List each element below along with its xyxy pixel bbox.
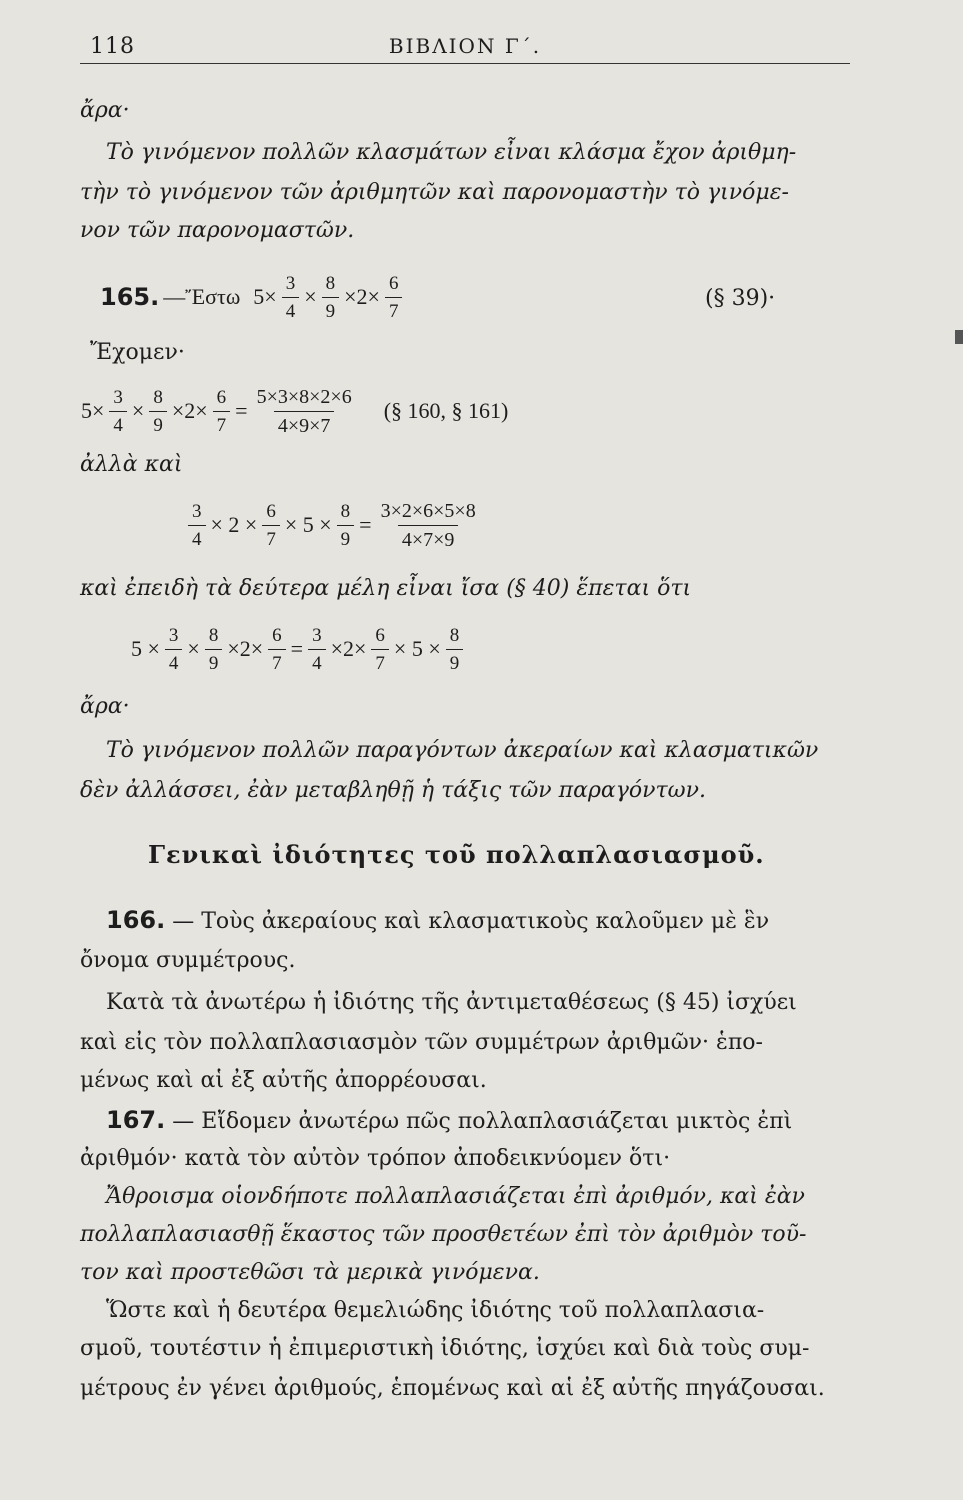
paragraph-number-165: 165. [100, 283, 160, 311]
final-line1: Ὥστε καὶ ἡ δευτέρα θεμελιώδης ἰδιότης τοῦ πολλαπλασια- [106, 1298, 765, 1323]
paragraph-number-166: 166. [106, 906, 166, 934]
rule1-line3: νον τῶν παρονομαστῶν. [80, 218, 355, 243]
paragraph-166-line1 [106, 906, 769, 934]
paragraph-166b-line1: Κατὰ τὰ ἀνωτέρω ἡ ἰδιότης τῆς ἀντιμεταθέσεως (§ 45) ἰσχύει [106, 990, 797, 1015]
eq0-fraction-3: $\frac{6}{7}$ [385, 274, 403, 321]
eq1-times: × [131, 398, 145, 423]
paragraph-165-intro: —Ἔστω [163, 284, 241, 309]
rule3-line1: Ἄθροισμα οἱονδήποτε πολλαπλασιάζεται ἐπὶ ἀριθμόν, καὶ ἐὰν [106, 1184, 805, 1209]
equation-2 [186, 490, 482, 560]
eq0-fraction-1: $\frac{3}{4}$ [282, 274, 300, 321]
eq1-result-fraction: $\frac{5\times 3\times 8\times 2\times 6}{4\times 9\times 7}$ [256, 385, 352, 437]
paragraph-165 [100, 262, 404, 332]
section-heading: Γενικαὶ ἰδιότητες τοῦ πολλαπλασιασμοῦ. [148, 840, 765, 869]
eq3-lead: 5 × [131, 636, 160, 661]
eq0-fraction-2: $\frac{8}{9}$ [322, 274, 340, 321]
equation-3 [128, 614, 465, 684]
rule2-line2: δὲν ἀλλάσσει, ἐὰν μεταβληθῇ ἡ τάξις τῶν παραγόντων. [80, 778, 706, 803]
eq3-fraction-3: $\frac{6}{7}$ [268, 626, 286, 673]
eq1-fraction-1: $\frac{3}{4}$ [109, 388, 127, 435]
eq2-equals: = [359, 512, 372, 537]
eq1-lead: 5× [81, 398, 105, 423]
rule2-line1: Τὸ γινόμενον πολλῶν παραγόντων ἀκεραίων καὶ κλασματικῶν [106, 738, 819, 763]
eq3-equals: = [290, 636, 304, 661]
eq0-lead: 5× [253, 284, 277, 309]
paragraph-166-line2: ὄνομα συμμέτρους. [80, 948, 296, 973]
final-line2: σμοῦ, τουτέστιν ἡ ἐπιμεριστικὴ ἰδιότης, ἰσχύει καὶ διὰ τοὺς συμ- [80, 1336, 810, 1361]
eq1-fraction-2: $\frac{8}{9}$ [149, 388, 167, 435]
eq3-fraction-1: $\frac{3}{4}$ [165, 626, 183, 673]
paragraph-166b-line3: μένως καὶ αἱ ἐξ αὐτῆς ἀπορρέουσαι. [80, 1068, 487, 1093]
paragraph-166-text: — Τοὺς ἀκεραίους καὶ κλασματικοὺς καλοῦμεν μὲ ἓν [172, 909, 770, 934]
eq3-fraction-5: $\frac{6}{7}$ [371, 626, 389, 673]
epeidi-line: καὶ ἐπειδὴ τὰ δεύτερα μέλη εἶναι ἴσα (§ 40) ἕπεται ὅτι [80, 576, 692, 601]
paragraph-167-line2: ἀριθμόν· κατὰ τὸν αὐτὸν τρόπον ἀποδεικνύομεν ὅτι· [80, 1146, 671, 1171]
eq3-fraction-6: $\frac{8}{9}$ [446, 626, 464, 673]
eq2-result-fraction: $\frac{3\times 2\times 6\times 5\times 8}{4\times 7\times 9}$ [380, 499, 476, 551]
page-number: 118 [90, 34, 135, 59]
rule1-line2: τὴν τὸ γινόμενον τῶν ἀριθμητῶν καὶ παρονομαστὴν τὸ γινόμε- [80, 180, 789, 205]
page-header [80, 30, 850, 62]
final-line3: μέτρους ἐν γένει ἀριθμούς, ἑπομένως καὶ αἱ ἐξ αὐτῆς πηγάζουσαι. [80, 1376, 825, 1401]
eq1-fraction-3: $\frac{6}{7}$ [213, 388, 231, 435]
eq1-reference: (§ 160, § 161) [383, 398, 509, 423]
eq3-mid-3: × 5 × [393, 636, 441, 661]
eq3-times: × [187, 636, 200, 661]
equation-1 [78, 376, 508, 446]
paragraph-167-line1 [106, 1106, 792, 1134]
eq2-fraction-3: $\frac{8}{9}$ [337, 502, 355, 549]
header-rule [80, 63, 850, 64]
eq2-mid-2: × 5 × [284, 512, 332, 537]
rule1-line1: Τὸ γινόμενον πολλῶν κλασμάτων εἶναι κλάσμα ἔχον ἀριθμη- [106, 140, 797, 165]
rule3-line3: τον καὶ προστεθῶσι τὰ μερικὰ γινόμενα. [80, 1260, 540, 1285]
eq3-fraction-4: $\frac{3}{4}$ [308, 626, 326, 673]
eq0-times: × [304, 284, 317, 309]
eq1-mid: ×2× [171, 398, 208, 423]
eq2-mid-1: × 2 × [210, 512, 258, 537]
eq0-mid: ×2× [344, 284, 380, 309]
ara-label-2: ἄρα· [80, 694, 130, 719]
paragraph-167-text: — Εἴδομεν ἀνωτέρω πῶς πολλαπλασιάζεται μικτὸς ἐπὶ [172, 1109, 793, 1134]
exomen-label: Ἔχομεν· [90, 340, 185, 365]
rule3-line2: πολλαπλασιασθῇ ἕκαστος τῶν προσθετέων ἐπὶ τὸν ἀριθμὸν τοῦ- [80, 1222, 807, 1247]
paragraph-number-167: 167. [106, 1106, 166, 1134]
paragraph-165-reference: (§ 39)· [705, 286, 776, 311]
margin-mark [955, 330, 963, 344]
paragraph-166b-line2: καὶ εἰς τὸν πολλαπλασιασμὸν τῶν συμμέτρων ἀριθμῶν· ἑπο- [80, 1030, 763, 1055]
eq3-mid-2: ×2× [330, 636, 367, 661]
eq2-fraction-2: $\frac{6}{7}$ [262, 502, 280, 549]
ara-label-1: ἄρα· [80, 98, 130, 123]
eq3-mid: ×2× [227, 636, 264, 661]
eq2-fraction-1: $\frac{3}{4}$ [188, 502, 206, 549]
alla-kai-label: ἀλλὰ καὶ [80, 452, 183, 477]
eq3-fraction-2: $\frac{8}{9}$ [205, 626, 223, 673]
eq1-equals: = [235, 398, 248, 423]
running-head: ΒΙΒΛΙΟΝ Γ΄. [388, 34, 542, 58]
